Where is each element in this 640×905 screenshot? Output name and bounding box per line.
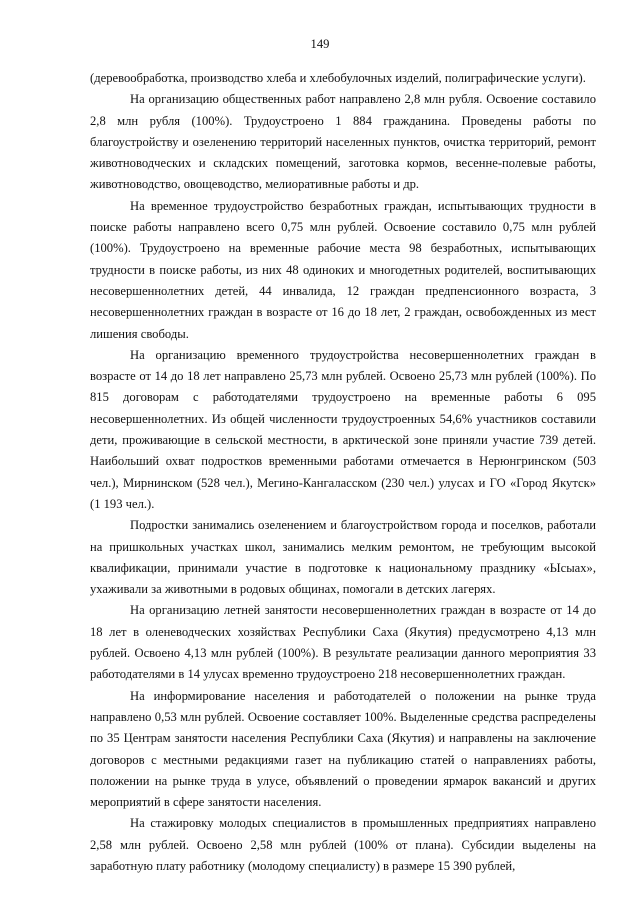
paragraph-reindeer-farms: На организацию летней занятости несовершеннолетних граждан в возрасте от 14 до 18 лет в оленеводческих хозяйствах Республики Саха (Якутия) предусмотрено 4,13 млн рублей. Освоено 4,13 млн рублей (100%). В результате реализации данного мероприятия 33 работодателями в 14 улусах временно трудоустроено 218 несовершеннолетних граждан. [90,603,596,682]
paragraph-temporary-employment: На временное трудоустройство безработных граждан, испытывающих трудности в поиске работы направлено всего 0,75 млн рублей. Освоение составило 0,75 млн рублей (100%). Трудоустроено на временные рабочие места 98 безработных, испытывающих трудности в поиске работы, из них 48 одиноких и многодетных родителей, воспитывающих несовершеннолетних детей, 44 инвалида, 12 граждан предпенсионного возраста, 3 несовершеннолетних граждан в возрасте от 16 до 18 лет, 2 граждан, освобожденных из мест лишения свободы. [90,198,596,341]
paragraph-continuation: (деревообработка, производство хлеба и хлебобулочных изделий, полиграфические услуги). [90,71,586,85]
paragraph-teen-activities: Подростки занимались озеленением и благоустройством города и поселков, работали на пришкольных участках школ, занимались мелким ремонтом, не требующим высокой квалификации, принимали участие в подготовке к национальному празднику «Ысыах», ухаживали за животными в родовых общинах, помогали в детских лагерях. [90,518,596,597]
document-body [90,68,596,877]
paragraph-informing: На информирование населения и работодателей о положении на рынке труда направлено 0,53 млн рублей. Освоение составляет 100%. Выделенные средства распределены по 35 Центрам занятости населения Республики Саха (Якутия) и направлены на заключение договоров с местными редакциями газет на публикацию статей о направлениях работы, положении на рынке труда в улусе, объявлений о проведении ярмарок вакансий и других мероприятий в сфере занятости населения. [90,688,596,810]
paragraph-public-works: На организацию общественных работ направлено 2,8 млн рубля. Освоение составило 2,8 млн рубля (100%). Трудоустроено 1 884 гражданина. Проведены работы по благоустройству и озеленению территорий населенных пунктов, очистка территорий, ремонт животноводческих и складских помещений, заготовка кормов, весенне-полевые работы, животноводство, овощеводство, мелиоративные работы и др. [90,92,596,192]
paragraph-minors-employment: На организацию временного трудоустройства несовершеннолетних граждан в возрасте от 14 до 18 лет направлено 25,73 млн рублей. Освоено 25,73 млн рублей (100%). По 815 договорам с работодателями трудоустроено на временные работы 6 095 несовершеннолетних. Из общей численности трудоустроенных 54,6% участников составили дети, проживающие в сельской местности, в арктической зоне приняли участие 739 детей. Наибольший охват подростков временными работами отмечается в Нерюнгринском (503 чел.), Мирнинском (528 чел.), Мегино-Кангаласском (230 чел.) улусах и ГО «Город Якутск» (1 193 чел.). [90,347,596,511]
page-number: 149 [310,37,330,51]
paragraph-internship: На стажировку молодых специалистов в промышленных предприятиях направлено 2,58 млн рублей. Освоено 2,58 млн рублей (100% от плана). Субсидии выделены на заработную плату работнику (молодому специалисту) в размере 15 390 рублей, [90,816,596,873]
